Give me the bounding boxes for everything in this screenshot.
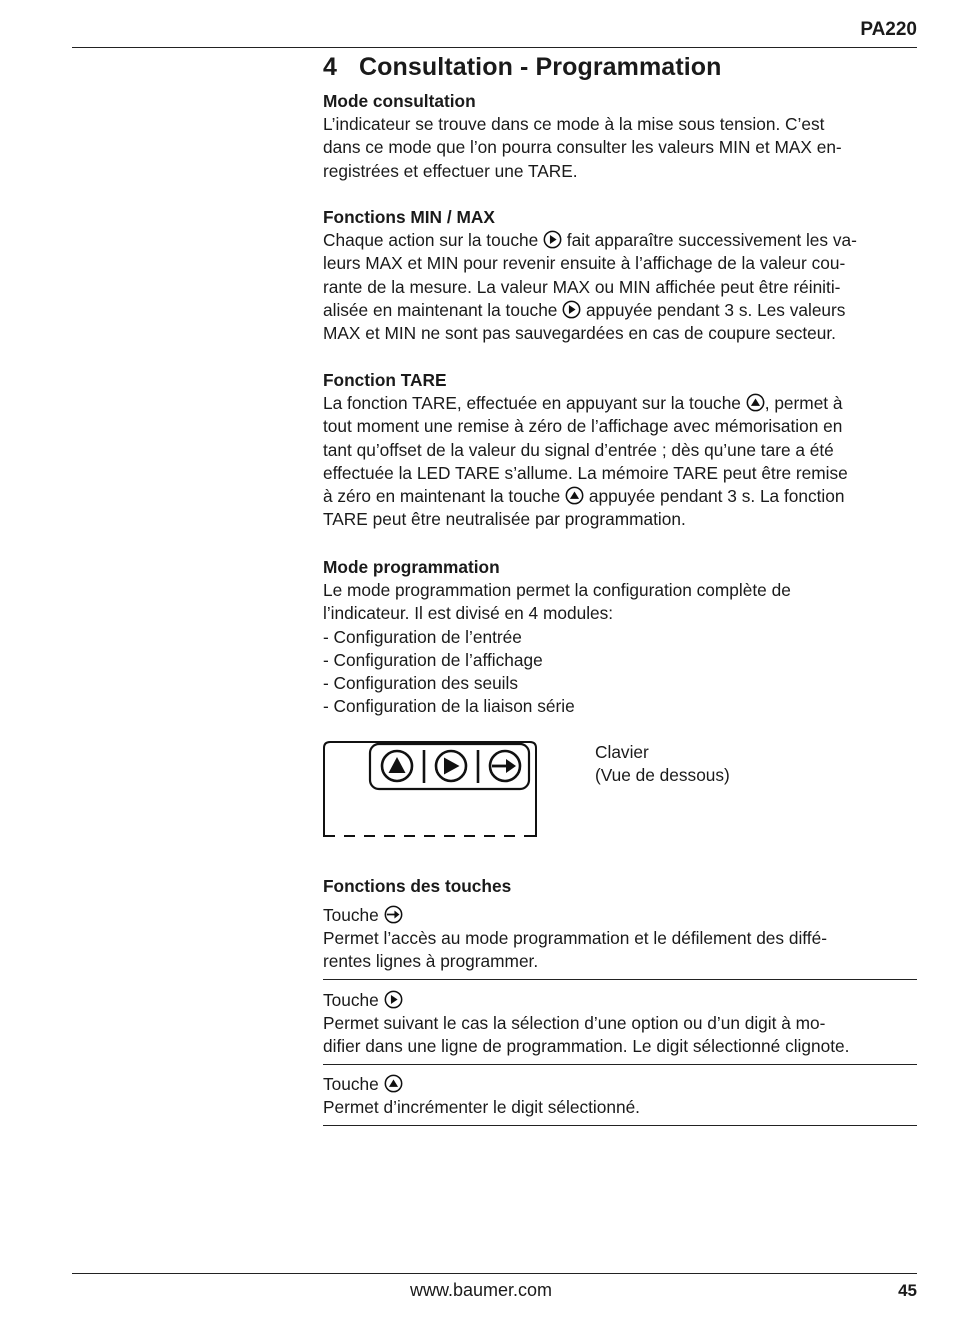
paragraph-line: Permet suivant le cas la sélection d’une option ou d’un digit à mo-	[323, 1013, 826, 1034]
caption-line: (Vue de dessous)	[595, 765, 730, 786]
separator-rule	[323, 979, 917, 980]
section-minmax	[323, 206, 923, 345]
footer-url[interactable]: www.baumer.com	[410, 1280, 553, 1300]
paragraph-line: Le mode programmation permet la configuration complète de	[323, 580, 791, 601]
list-item: - Configuration des seuils	[323, 673, 518, 694]
key-label	[323, 904, 917, 927]
paragraph-line: TARE peut être neutralisée par programmation.	[323, 509, 686, 530]
up-arrow-icon	[382, 751, 412, 781]
separator-rule	[323, 1125, 917, 1126]
key-description-right	[323, 989, 917, 1059]
right-arrow-icon	[436, 751, 466, 781]
footer-rule	[72, 1273, 917, 1274]
paragraph-line: tout moment une remise à zéro de l’affichage avec mémorisation en	[323, 416, 843, 437]
right-arrow-icon	[562, 300, 581, 319]
section-programmation	[323, 556, 923, 718]
paragraph-line: tant qu’offset de la valeur du signal d’entrée ; dès qu’une tare a été	[323, 439, 834, 460]
caption-line: Clavier	[595, 742, 649, 762]
key-label	[323, 1073, 917, 1096]
up-arrow-icon	[384, 1074, 403, 1093]
keypad-caption	[595, 741, 730, 787]
paragraph-line: Permet l’accès au mode programmation et le défilement des diffé-	[323, 928, 827, 949]
text-run: Chaque action sur la touche	[323, 230, 543, 251]
paragraph-line: dans ce mode que l’on pourra consulter les valeurs MIN et MAX en-	[323, 137, 842, 158]
paragraph-line: rentes lignes à programmer.	[323, 951, 539, 972]
paragraph-line: L’indicateur se trouve dans ce mode à la mise sous tension. C’est	[323, 114, 825, 135]
section-heading: Mode consultation	[323, 91, 476, 111]
section-consultation	[323, 90, 923, 183]
paragraph-line	[323, 299, 923, 322]
section-heading: Fonctions MIN / MAX	[323, 207, 495, 227]
up-arrow-icon	[565, 486, 584, 505]
section-tare	[323, 369, 923, 531]
paragraph-line: MAX et MIN ne sont pas sauvegardées en cas de coupure secteur.	[323, 323, 836, 344]
section-heading: Fonctions des touches	[323, 876, 512, 896]
paragraph-line: difier dans une ligne de programmation. Le digit sélectionné clignote.	[323, 1036, 850, 1057]
chapter-title	[323, 53, 722, 82]
paragraph-line: leurs MAX et MIN pour revenir ensuite à l’affichage de la valeur cou-	[323, 253, 846, 274]
text-run: fait apparaître successivement les va-	[562, 230, 857, 251]
text-run: Touche	[323, 1074, 384, 1094]
chapter-title-text: Consultation - Programmation	[359, 53, 722, 81]
up-arrow-icon	[746, 393, 765, 412]
paragraph-line	[323, 229, 923, 252]
page-number: 45	[898, 1281, 917, 1300]
key-description-enter	[323, 904, 917, 974]
text-run: Touche	[323, 990, 384, 1010]
text-run: Touche	[323, 905, 384, 925]
chapter-number: 4	[323, 53, 338, 81]
list-item: - Configuration de l’entrée	[323, 626, 522, 647]
text-run: , permet à	[764, 393, 843, 414]
keys-heading-block	[323, 875, 917, 898]
paragraph-line: Permet d’incrémenter le digit sélectionné.	[323, 1097, 640, 1118]
right-arrow-icon	[384, 990, 403, 1009]
paragraph-line: registrées et effectuer une TARE.	[323, 160, 578, 181]
section-heading: Mode programmation	[323, 557, 500, 577]
text-run: appuyée pendant 3 s. Les valeurs	[581, 299, 846, 320]
paragraph-line	[323, 485, 923, 508]
document-model: PA220	[860, 19, 917, 40]
section-heading: Fonction TARE	[323, 370, 447, 390]
text-run: appuyée pendant 3 s. La fonction	[584, 486, 845, 507]
list-item: - Configuration de la liaison série	[323, 696, 575, 717]
key-description-up	[323, 1073, 917, 1119]
text-run: alisée en maintenant la touche	[323, 299, 563, 320]
text-run: à zéro en maintenant la touche	[323, 486, 566, 507]
text-run: La fonction TARE, effectuée en appuyant sur la touche	[323, 393, 746, 414]
paragraph-line: rante de la mesure. La valeur MAX ou MIN affichée peut être réiniti-	[323, 276, 841, 297]
header-rule	[72, 47, 917, 48]
key-label	[323, 989, 917, 1012]
paragraph-line: l’indicateur. Il est divisé en 4 modules:	[323, 603, 614, 624]
separator-rule	[323, 1064, 917, 1065]
enter-arrow-icon	[384, 905, 403, 924]
paragraph-line	[323, 392, 923, 415]
paragraph-line: effectuée la LED TARE s’allume. La mémoire TARE peut être remise	[323, 462, 848, 483]
list-item: - Configuration de l’affichage	[323, 649, 543, 670]
enter-arrow-icon	[490, 751, 520, 781]
keypad-diagram	[322, 740, 540, 840]
right-arrow-icon	[543, 230, 562, 249]
